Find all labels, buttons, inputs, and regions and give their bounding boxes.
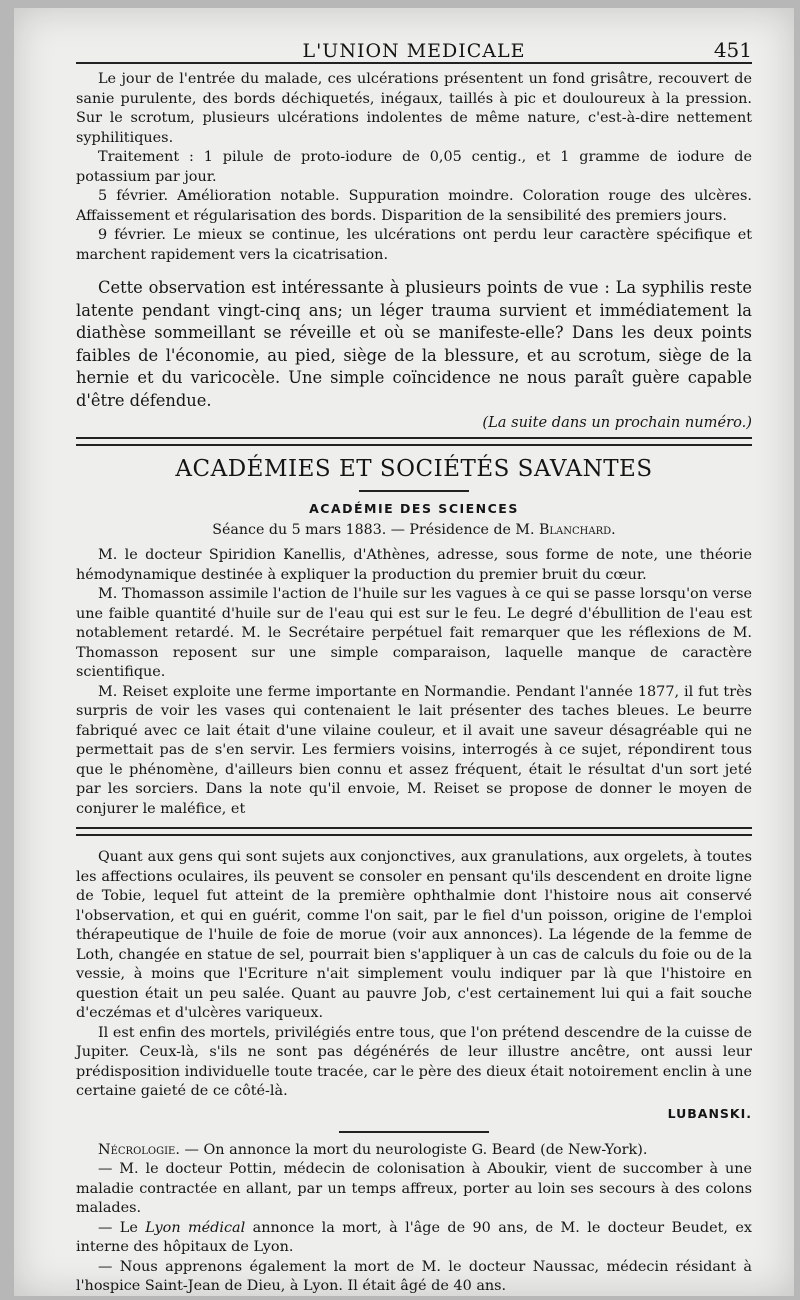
- feuilleton-paragraph: Il est enfin des mortels, privilégiés entre tous, que l'on prétend descendre de la cuisse de Jupiter. Ceux-là, s'ils ne sont pas dégénérés de leur illustre ancêtre, ont aussi leur prédisposition individuelle toute tracée, car le père des dieux était notoirement enclin à une certaine gaieté de ce côté-là.: [76, 1024, 752, 1099]
- seance-line: Séance du 5 mars 1883. — Présidence de M. Blanchard.: [212, 522, 616, 538]
- necrologie-first: Nécrologie. — On annonce la mort du neurologiste G. Beard (de New-York).: [98, 1141, 648, 1158]
- observation-paragraph: Cette observation est intéressante à plusieurs points de vue : La syphilis reste latente pendant vingt-cinq ans; un léger trauma survient et immédiatement la diathèse sommeillant se réveille et où se manifeste-elle? Dans les deux points faibles de l'économie, au pied, siège de la blessure, et au scrotum, siège de la hernie et du varicocèle. Une simple coïncidence ne nous paraît guère capable d'être défendue.: [76, 278, 752, 410]
- section-divider: [76, 437, 752, 446]
- running-header: [76, 28, 752, 64]
- case-note-feb5: 5 février. Amélioration notable. Suppuration moindre. Coloration rouge des ulcères. Affaissement et régularisation des bords. Disparition de la sensibilité des premiers jours.: [76, 188, 752, 224]
- section-subtitle: ACADÉMIE DES SCIENCES: [309, 501, 519, 516]
- page-content: [76, 28, 752, 1297]
- case-note-entry: Le jour de l'entrée du malade, ces ulcérations présentent un fond grisâtre, recouvert de sanie purulente, des bords déchiquetés, inégaux, taillés à pic et douloureux à la pression. Sur le scrotum, plusieurs ulcérations indolentes de même nature, c'est-à-dire nettement syphilitiques.: [76, 71, 752, 146]
- case-notes: [76, 70, 752, 265]
- feuilleton-divider: [76, 827, 752, 836]
- section-title: ACADÉMIES ET SOCIÉTÉS SAVANTES: [175, 456, 653, 482]
- necrologie-third: — Le Lyon médical annonce la mort, à l'âge de 90 ans, de M. le docteur Beudet, ex interne des hôpitaux de Lyon.: [76, 1219, 752, 1255]
- author-signature: LUBANSKI.: [667, 1105, 752, 1121]
- case-note-treatment: Traitement : 1 pilule de proto-iodure de 0,05 centig., et 1 gramme de iodure de potassium par jour.: [76, 149, 752, 185]
- page-number: 451: [713, 38, 752, 62]
- necrologie-rule: [339, 1131, 489, 1133]
- journal-name: Lyon médical: [145, 1219, 246, 1236]
- academy-paragraph-reiset: M. Reiset exploite une ferme importante en Normandie. Pendant l'année 1877, il fut très surpris de voir les vases qui contenaient le lait présenter des taches bleues. Le beurre fabriqué avec ce lait était d'une vilaine couleur, et il avait une saveur désagréable qui ne permettait pas de s'en servir. Les fermiers voisins, interrogés à ce sujet, répondirent tous que le phénomène, d'ailleurs bien connu et assez fréquent, était le résultat d'un sort jeté par les sorciers. Dans la note qu'il envoie, M. Reiset se propose de donner le moyen de conjurer le maléfice, et: [76, 683, 752, 817]
- academy-paragraph-kanellis: M. le docteur Spiridion Kanellis, d'Athènes, adresse, sous forme de note, une théorie hémodynamique destinée à expliquer la production du premier bruit du cœur.: [76, 547, 752, 583]
- academy-paragraph-thomasson: M. Thomasson assimile l'action de l'huile sur les vagues à ce qui se passe lorsqu'on verse une faible quantité d'huile sur de l'eau qui est sur le feu. Le degré d'ébullition de l'eau est notablement retardé. M. le Secrétaire perpétuel fait remarquer que les réflexions de M. Thomasson reposent sur une simple comparaison, laquelle manque de caractère scientifique.: [76, 586, 752, 680]
- journal-title: L'UNION MEDICALE: [302, 40, 526, 62]
- necrologie-second: — M. le docteur Pottin, médecin de colonisation à Aboukir, vient de succomber à une maladie contractée en allant, par un temps affreux, porter au loin ses secours à des colons malades.: [76, 1161, 752, 1216]
- journal-page: [14, 8, 794, 1296]
- president-name: Blanchard: [538, 522, 612, 538]
- observation-section: [76, 277, 752, 431]
- feuilleton: [76, 848, 752, 1121]
- suite-note: (La suite dans un prochain numéro.): [482, 414, 752, 431]
- necrologie-label: Nécrologie.: [98, 1141, 180, 1158]
- title-rule: [359, 490, 469, 492]
- necrologie-section: [76, 1141, 752, 1297]
- necrologie-fourth: — Nous apprenons également la mort de M. le docteur Naussac, médecin résidant à l'hospice Saint-Jean de Dieu, à Lyon. Il était âgé de 40 ans.: [76, 1258, 752, 1294]
- case-note-feb9: 9 février. Le mieux se continue, les ulcérations ont perdu leur caractère spécifique et marchent rapidement vers la cicatrisation.: [76, 227, 752, 263]
- academy-notes: [76, 546, 752, 819]
- feuilleton-paragraph: Quant aux gens qui sont sujets aux conjonctives, aux granulations, aux orgelets, à toutes les affections oculaires, ils peuvent se consoler en pensant qu'ils descendent en droite ligne de Tobie, lequel fut atteint de la première ophthalmie dont l'histoire nous ait conservé l'observation, et qui en guérit, comme l'on sait, par le fiel d'un poisson, origine de l'emploi thérapeutique de l'huile de foie de morue (voir aux annonces). La légende de la femme de Loth, changée en statue de sel, pourrait bien s'appliquer à un cas de calculs du foie ou de la vessie, à moins que l'Ecriture n'ait simplement voulu indiquer par là que l'histoire en question était un peu salée. Quant au pauvre Job, c'est certainement lui qui a fait souche d'eczémas et d'ulcères variqueux.: [76, 849, 752, 1021]
